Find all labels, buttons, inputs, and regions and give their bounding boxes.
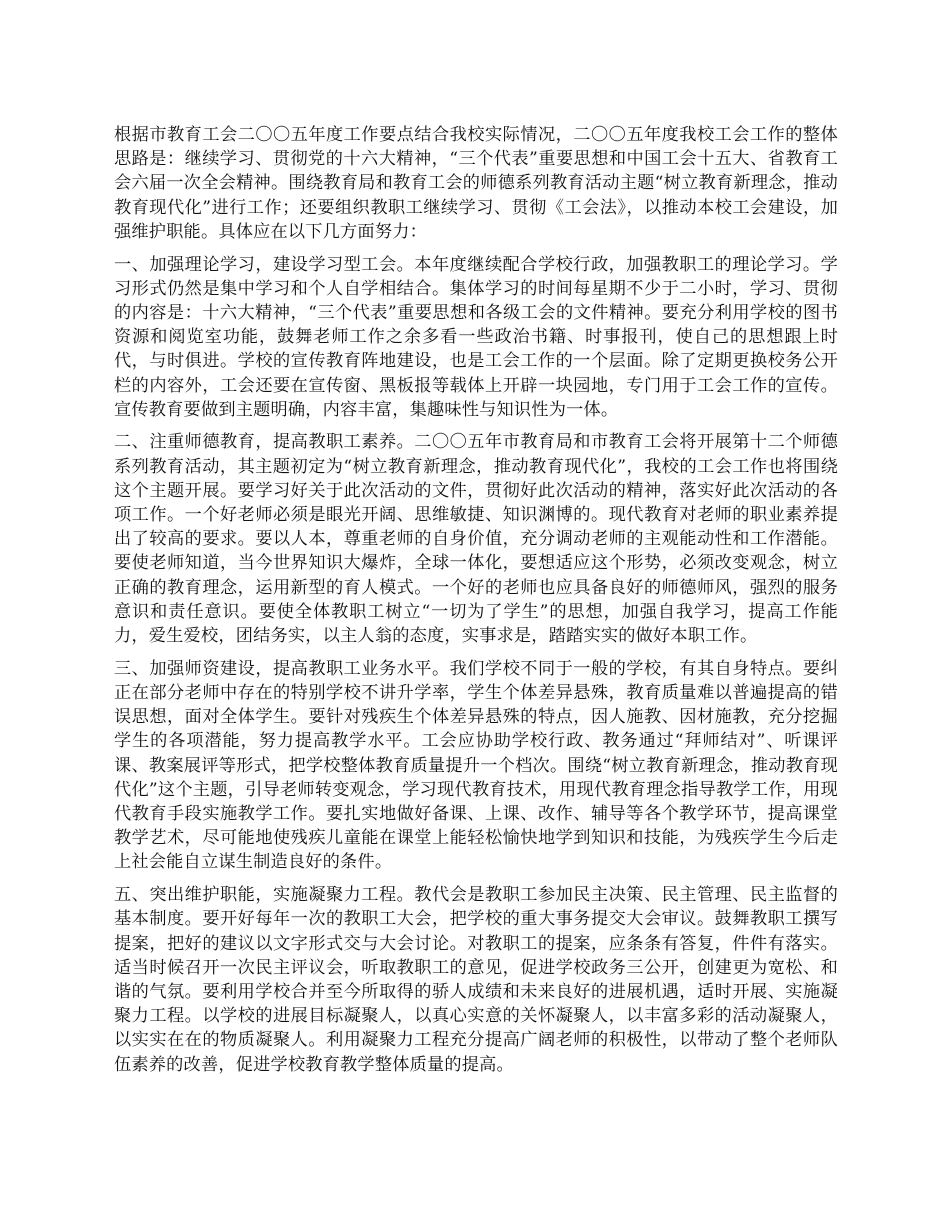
section-cohesion-project-paragraph: 五、突出维护职能，实施凝聚力工程。教代会是教职工参加民主决策、民主管理、民主监督的基本制度。要开好每年一次的教职工大会，把学校的重大事务提交大会审议。鼓舞教职工撰写提案，把好的建议以文字形式交与大会讨论。对教职工的提案，应条条有答复，件件有落实。适当时候召开一次民主评议会，听取教职工的意见，促进学校政务三公开，创建更为宽松、和谐的气氛。要利用学校合并至今所取得的骄人成绩和未来良好的进展机遇，适时开展、实施凝聚力工程。以学校的进展目标凝聚人，以真心实意的关怀凝聚人，以丰富多彩的活动凝聚人，以实实在在的物质凝聚人。利用凝聚力工程充分提高广阔老师的积极性，以带动了整个老师队伍素养的改善，促进学校教育教学整体质量的提高。 — [114, 885, 838, 1075]
section-ethics-education-paragraph: 二、注重师德教育，提高教职工素养。二〇〇五年市教育局和市教育工会将开展第十二个师德系列教育活动，其主题初定为“树立教育新理念，推动教育现代化”，我校的工会工作也将围绕这个主题开展。要学习好关于此次活动的文件，贯彻好此次活动的精神，落实好此次活动的各项工作。一个好老师必须是眼光开阔、思维敏捷、知识渊博的。现代教育对老师的职业素养提出了较高的要求。要以人本，尊重老师的自身价值，充分调动老师的主观能动性和工作潜能。要使老师知道，当今世界知识大爆炸，全球一体化，要想适应这个形势，必须改变观念，树立正确的教育理念，运用新型的育人模式。一个好的老师也应具备良好的师德师风，强烈的服务意识和责任意识。要使全体教职工树立“一切为了学生”的思想，加强自我学习，提高工作能力，爱生爱校，团结务实，以主人翁的态度，实事求是，踏踏实实的做好本职工作。 — [114, 432, 838, 647]
intro-paragraph: 根据市教育工会二〇〇五年度工作要点结合我校实际情况，二〇〇五年度我校工会工作的整体思路是：继续学习、贯彻党的十六大精神，“三个代表”重要思想和中国工会十五大、省教育工会六届一次全会精神。围绕教育局和教育工会的师德系列教育活动主题“树立教育新理念，推动教育现代化”进行工作；还要组织教职工继续学习、贯彻《工会法》，以推动本校工会建设，加强维护职能。具体应在以下几方面努力： — [114, 125, 838, 242]
section-theory-study-paragraph: 一、加强理论学习，建设学习型工会。本年度继续配合学校行政，加强教职工的理论学习。学习形式仍然是集中学习和个人自学相结合。集体学习的时间每星期不少于二小时，学习、贯彻的内容是：十六大精神，“三个代表”重要思想和各级工会的文件精神。要充分利用学校的图书资源和阅览室功能，鼓舞老师工作之余多看一些政治书籍、时事报刊，使自己的思想跟上时代，与时俱进。学校的宣传教育阵地建设，也是工会工作的一个层面。除了定期更换校务公开栏的内容外，工会还要在宣传窗、黑板报等载体上开辟一块园地，专门用于工会工作的宣传。宣传教育要做到主题明确，内容丰富，集趣味性与知识性为一体。 — [114, 254, 838, 420]
section-teacher-development-paragraph: 三、加强师资建设，提高教职工业务水平。我们学校不同于一般的学校，有其自身特点。要纠正在部分老师中存在的特别学校不讲升学率，学生个体差异悬殊，教育质量难以普遍提高的错误思想，面对全体学生。要针对残疾生个体差异悬殊的特点，因人施教、因材施教，充分挖掘学生的各项潜能，努力提高教学水平。工会应协助学校行政、教务通过“拜师结对”、听课评课、教案展评等形式，把学校整体教育质量提升一个档次。围绕“树立教育新理念，推动教育现代化”这个主题，引导老师转变观念，学习现代教育技术，用现代教育理念指导教学工作，用现代教育手段实施教学工作。要扎实地做好备课、上课、改作、辅导等各个教学环节，提高课堂教学艺术，尽可能地使残疾儿童能在课堂上能轻松愉快地学到知识和技能，为残疾学生今后走上社会能自立谋生制造良好的条件。 — [114, 658, 838, 873]
document-body — [114, 123, 838, 1085]
